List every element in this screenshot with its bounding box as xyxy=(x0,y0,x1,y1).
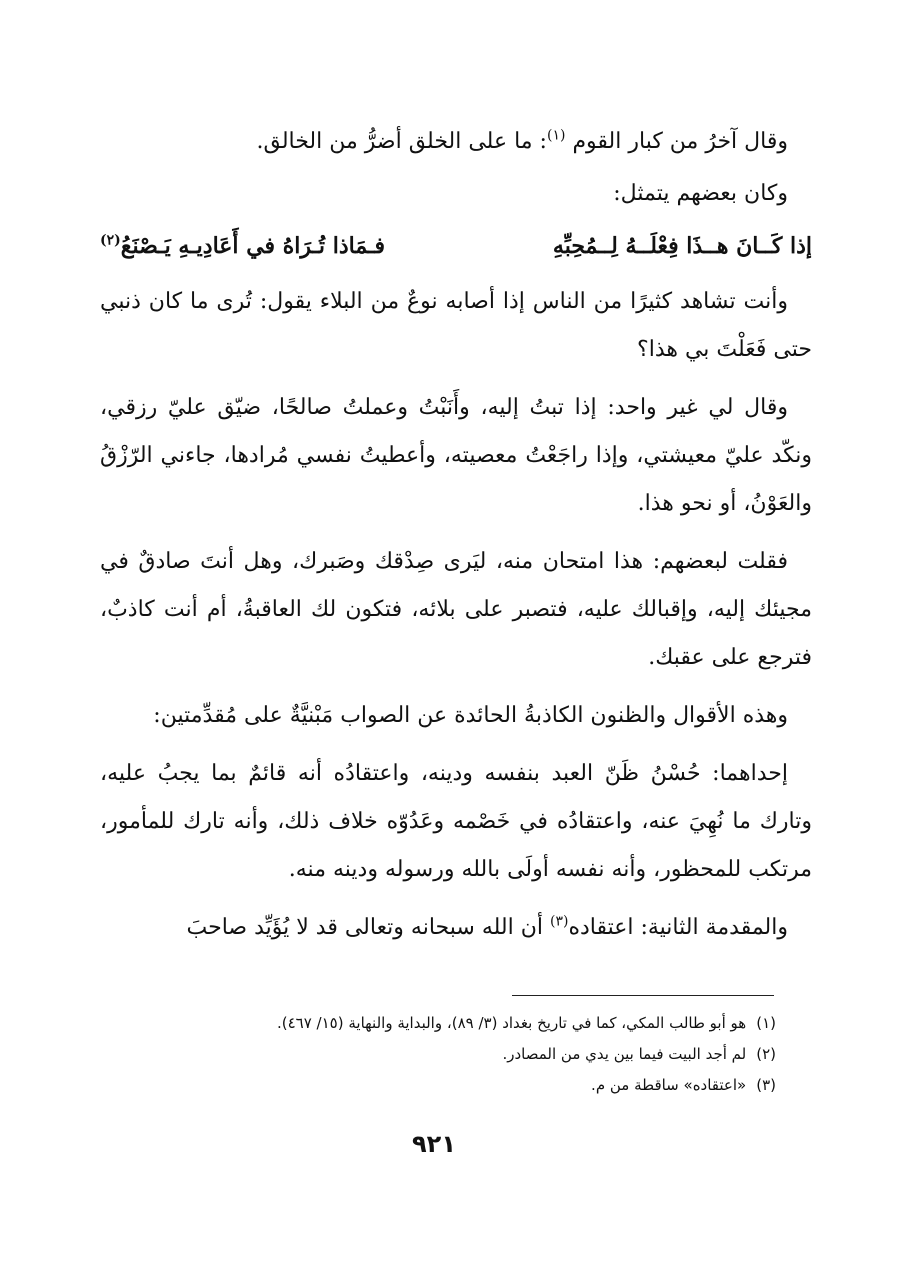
footnotes xyxy=(100,1008,776,1101)
paragraph xyxy=(100,118,812,166)
paragraph: وأنت تشاهد كثيرًا من الناس إذا أصابه نوعٌ من البلاء يقول: تُرى ما كان ذنبي حتى فَعَلْتَ بي هذا؟ xyxy=(100,289,812,362)
footnote-number: (١) xyxy=(756,1014,776,1032)
paragraph-text: أن الله سبحانه وتعالى قد لا يُؤَيِّد صاحبَ xyxy=(186,915,550,940)
footnote-text: هو أبو طالب المكي، كما في تاريخ بغداد (٣/ ٨٩)، والبداية والنهاية (١٥/ ٤٦٧). xyxy=(276,1014,747,1032)
page-number: ٩٢١ xyxy=(412,1130,456,1158)
footnote-ref[interactable]: (٢) xyxy=(100,232,121,249)
footnote-ref[interactable]: (٣) xyxy=(549,913,569,930)
paragraph-text: : ما على الخلق أضرُّ من الخالق. xyxy=(256,129,547,154)
paragraph: إحداهما: حُسْنُ ظَنّ العبد بنفسه ودينه، واعتقادُه أنه قائمٌ بما يجبُ عليه، وتارك ما نُهِيَ عنه، واعتقادُه في خَصْمه وعَدُوّه خلاف ذلك، وأنه تارك للمأمور، مرتكب للمحظور، وأنه نفسه أولَى بالله ورسوله ودينه منه. xyxy=(100,761,812,882)
verse-first-hemistich: إذا كَــانَ هــذَا فِعْلَــهُ لِــمُحِبِّهِ xyxy=(552,233,812,259)
footnote xyxy=(100,1039,776,1070)
footnote-number: (٣) xyxy=(756,1076,776,1094)
paragraph xyxy=(100,904,812,952)
footnote-text: لم أجد البيت فيما بين يدي من المصادر. xyxy=(502,1045,747,1063)
footnote-ref[interactable]: (١) xyxy=(546,127,566,144)
footnote-text: «اعتقاده» ساقطة من م. xyxy=(591,1076,747,1094)
footnote xyxy=(100,1008,776,1039)
paragraph: وكان بعضهم يتمثل: xyxy=(613,181,788,206)
footnote-number: (٢) xyxy=(756,1045,776,1063)
verse-second-text: فـمَاذا تُـرَاهُ في أَعَادِيـهِ يَـصْنَعُ xyxy=(120,233,386,259)
paragraph-text: وقال آخرُ من كبار القوم xyxy=(572,129,788,154)
paragraph-text: والمقدمة الثانية: اعتقاده xyxy=(568,915,788,940)
paragraph: فقلت لبعضهم: هذا امتحان منه، ليَرى صِدْقك وصَبرك، وهل أنتَ صادقٌ في مجيئك إليه، وإقبالك عليه، فتصبر على بلائه، فتكون لك العاقبةُ، أم أنت كاذبٌ، فترجع على عقبك. xyxy=(100,549,812,670)
paragraph: وقال لي غير واحد: إذا تبتُ إليه، وأَنَبْتُ وعملتُ صالحًا، ضيّق عليّ رزقي، ونكّد عليّ معيشتي، وإذا راجَعْتُ معصيته، وأعطيتُ نفسي مُرادها، جاءني الرّزْقُ والعَوْنُ، أو نحو هذا. xyxy=(100,395,812,516)
paragraph: وهذه الأقوال والظنون الكاذبةُ الحائدة عن الصواب مَبْنيَّةٌ على مُقدِّمتين: xyxy=(153,703,788,728)
footnote-separator xyxy=(512,995,774,996)
footnote xyxy=(100,1070,776,1101)
verse-second-hemistich xyxy=(100,222,385,270)
poetry-verse xyxy=(100,222,812,270)
page-body xyxy=(100,118,812,962)
